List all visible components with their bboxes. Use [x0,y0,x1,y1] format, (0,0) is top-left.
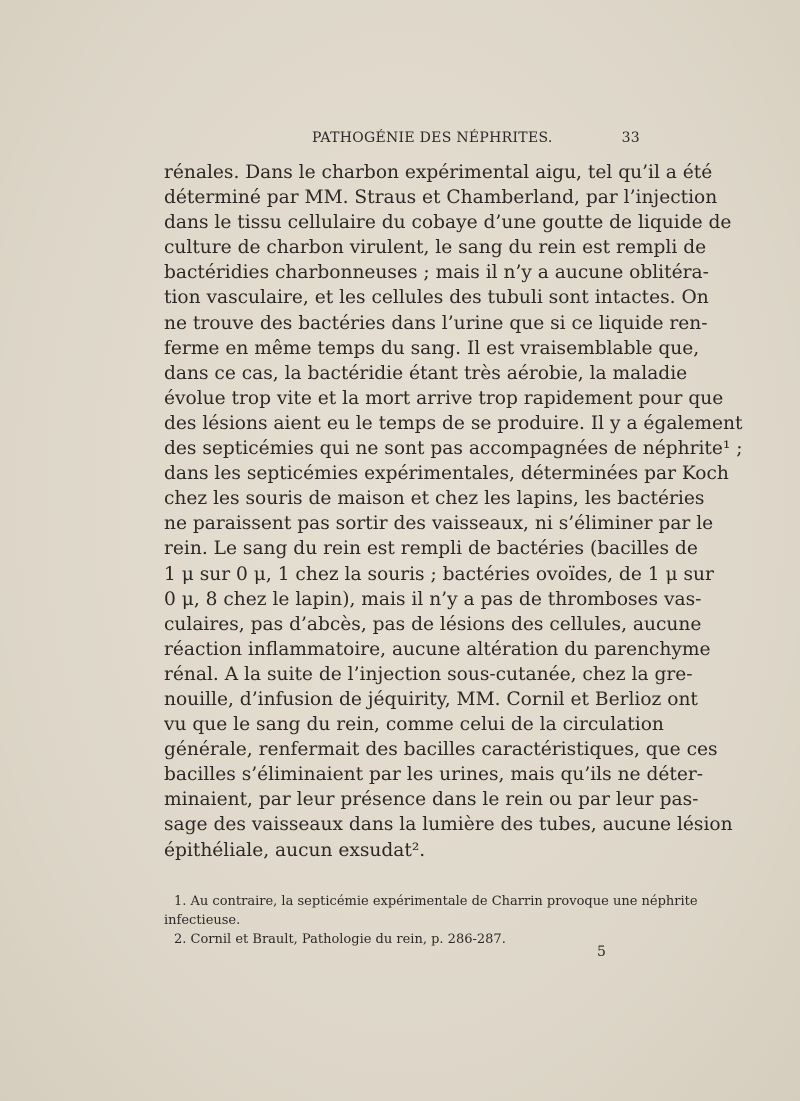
footnote-1-continued: infectieuse. [164,913,241,928]
text-line: tion vasculaire, et les cellules des tubuli sont intactes. On [164,287,709,309]
text-line: des lésions aient eu le temps de se produire. Il y a également [164,412,743,434]
text-line: dans ce cas, la bactéridie étant très aérobie, la maladie [164,362,688,384]
footnote-1: 1. Au contraire, la septicémie expérimentale de Charrin provoque une néphrite [174,894,698,909]
text-line: rénales. Dans le charbon expérimental aigu, tel qu’il a été [164,162,713,183]
text-line: rénal. A la suite de l’injection sous-cutanée, chez la gre- [164,663,693,685]
text-line: dans les septicémies expérimentales, déterminées par Koch [164,463,729,485]
text-line: évolue trop vite et la mort arrive trop rapidement pour que [164,387,724,409]
text-line: vu que le sang du rein, comme celui de la circulation [164,714,664,736]
running-title: PATHOGÉNIE DES NÉPHRITES. [312,130,553,146]
text-line: ne trouve des bactéries dans l’urine que si ce liquide ren- [164,312,708,334]
page-number: 33 [621,130,640,146]
text-line: sage des vaisseaux dans la lumière des tubes, aucune lésion [164,814,733,836]
footnotes [164,892,698,949]
text-line: générale, renfermait des bacilles caractéristiques, que ces [164,739,718,761]
text-line: dans le tissu cellulaire du cobaye d’une goutte de liquide de [164,212,732,234]
text-line: culaires, pas d’abcès, pas de lésions des cellules, aucune [164,613,702,635]
text-line: 0 μ, 8 chez le lapin), mais il n’y a pas de thromboses vas- [164,588,702,610]
text-line: des septicémies qui ne sont pas accompagnées de néphrite¹ ; [164,438,743,460]
footnote-2: 2. Cornil et Brault, Pathologie du rein, p. 286-287. [174,932,506,947]
text-line: réaction inflammatoire, aucune altération du parenchyme [164,638,711,660]
text-line: épithéliale, aucun exsudat². [164,839,426,861]
text-line: 1 μ sur 0 μ, 1 chez la souris ; bactéries ovoïdes, de 1 μ sur [164,563,714,585]
text-line: ferme en même temps du sang. Il est vraisemblable que, [164,337,700,359]
text-line: culture de charbon virulent, le sang du rein est rempli de [164,237,707,259]
signature-mark: 5 [597,944,606,960]
text-line: chez les souris de maison et chez les lapins, les bactéries [164,488,705,510]
text-line: nouille, d’infusion de jéquirity, MM. Cornil et Berlioz ont [164,688,698,710]
text-line: déterminé par MM. Straus et Chamberland, par l’injection [164,187,718,209]
text-line: bacilles s’éliminaient par les urines, mais qu’ils ne déter- [164,764,704,786]
text-line: minaient, par leur présence dans le rein ou par leur pas- [164,789,699,811]
text-line: rein. Le sang du rein est rempli de bactéries (bacilles de [164,538,698,560]
text-line: ne paraissent pas sortir des vaisseaux, ni s’éliminer par le [164,513,714,535]
body-text [164,160,743,863]
text-line: bactéridies charbonneuses ; mais il n’y a aucune oblitéra- [164,262,709,284]
